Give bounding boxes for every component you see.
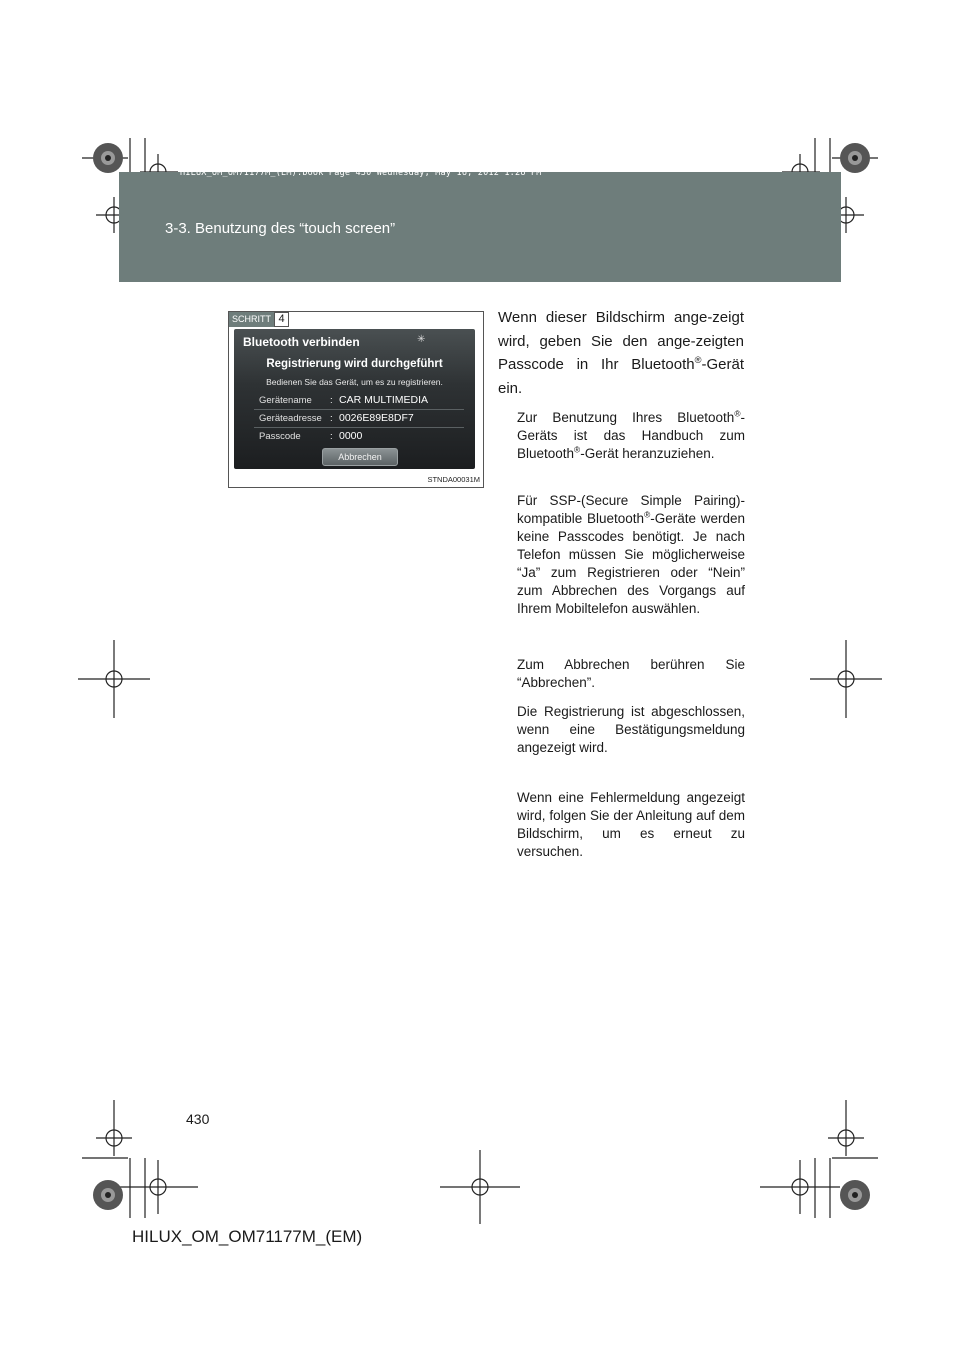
section-title: 3-3. Benutzung des “touch screen” (165, 220, 396, 237)
note-text: -Geräts ist das Handbuch zum Bluetooth (517, 410, 745, 461)
registered-mark: ® (644, 509, 651, 520)
main-text-1: Wenn dieser Bildschirm ange-zeigt wird, geben Sie den ange-zeigten Passcode in Ihr Bluetooth (498, 309, 744, 373)
note-error: Wenn eine Fehlermeldung angezeigt wird, folgen Sie der Anleitung auf dem Bildschirm, um es erneut zu versuchen. (517, 790, 745, 859)
note-text: Zur Benutzung Ihres Bluetooth (517, 410, 735, 425)
figure-code: STNDA00031M (427, 475, 480, 484)
registered-mark: ® (694, 355, 702, 365)
note-text: -Geräte werden keine Passcodes benötigt. Je nach Telefon müssen Sie möglicherweise “Ja” zum Registrieren oder “Nein” zum Abbrechen des Vorgangs auf Ihrem Mobiltelefon auswählen. (517, 511, 745, 616)
row-separator: : (330, 413, 333, 424)
step-badge (229, 312, 289, 327)
row-value: 0000 (339, 430, 363, 442)
main-text-2: -Gerät ein. (498, 356, 744, 397)
loading-spinner-icon: ✳ (417, 334, 426, 345)
step-label: SCHRITT (229, 312, 274, 327)
row-value: CAR MULTIMEDIA (339, 394, 429, 406)
note-cancel: Zum Abbrechen berühren Sie “Abbrechen”. (517, 657, 745, 690)
screen-figure (228, 311, 484, 488)
main-instruction (498, 306, 744, 400)
row-label: Passcode (259, 431, 301, 442)
row-value: 0026E89E8DF7 (339, 412, 414, 424)
print-info: HILUX_OM_OM71177M_(EM).book Page 430 Wednesday, May 16, 2012 1:28 PM (180, 168, 542, 178)
screen-title: Bluetooth verbinden (243, 335, 360, 349)
device-name-row (254, 393, 464, 410)
registration-status: Registrierung wird durchgeführt (266, 358, 443, 370)
registered-mark: ® (574, 444, 581, 455)
note-complete: Die Registrierung ist abgeschlossen, wenn eine Bestätigungsmeldung angezeigt wird. (517, 704, 745, 755)
registered-mark: ® (734, 408, 741, 419)
note-text: Für SSP-(Secure Simple Pairing)-kompatible Bluetooth (517, 493, 745, 526)
document-code: HILUX_OM_OM71177M_(EM) (132, 1227, 363, 1246)
cancel-button[interactable]: Abbrechen (322, 448, 398, 466)
note-manual (517, 409, 745, 463)
touch-screen (234, 329, 475, 469)
device-address-row (254, 411, 464, 428)
passcode-row (254, 429, 464, 445)
row-separator: : (330, 431, 333, 442)
row-label: Geräteadresse (259, 413, 322, 424)
row-separator: : (330, 395, 333, 406)
step-number: 4 (274, 312, 289, 327)
note-ssp (517, 492, 745, 618)
note-text: -Gerät heranzuziehen. (580, 446, 715, 461)
registration-instruction: Bedienen Sie das Gerät, um es zu registrieren. (266, 377, 443, 387)
row-label: Gerätename (259, 395, 312, 406)
page-number: 430 (186, 1111, 210, 1127)
